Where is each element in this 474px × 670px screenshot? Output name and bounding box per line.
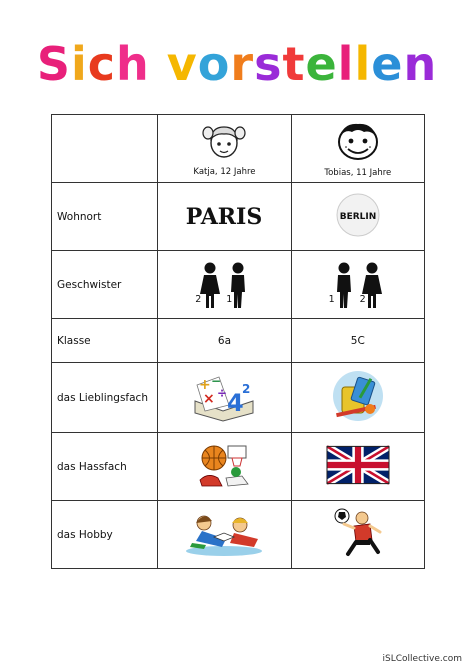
lieblingsfach-person2-cell (291, 363, 424, 433)
person1-caption: Katja, 12 Jahre (193, 166, 256, 177)
table-row-wohnort (52, 183, 425, 251)
row-label-klasse: Klasse (52, 319, 158, 363)
title-svg (0, 36, 474, 92)
row-label-lieblingsfach: das Lieblingsfach (52, 363, 158, 433)
svg-text:×: × (203, 390, 216, 407)
title-letter: o (197, 37, 231, 91)
geschwister-person1-cell (158, 251, 291, 319)
football-player-icon (330, 506, 386, 560)
title-letter: l (354, 37, 372, 91)
row-label-wohnort: Wohnort (52, 183, 158, 251)
person1-header-cell (158, 115, 291, 183)
svg-text:÷: ÷ (217, 385, 228, 400)
title-letter: r (230, 37, 255, 91)
hassfach-person1-cell (158, 433, 291, 501)
math-book-icon (189, 371, 259, 421)
lieblingsfach-person1-cell (158, 363, 291, 433)
footer-watermark: iSLCollective.com (382, 654, 462, 664)
uk-flag-icon (327, 445, 389, 485)
wohnort-person1-cell (158, 183, 291, 251)
svg-text:2: 2 (242, 381, 251, 396)
school-supplies-icon (328, 369, 388, 423)
geschwister-person2-cell (291, 251, 424, 319)
klasse-person1-value: 6a (158, 319, 291, 363)
sibling-count-left: 2 (195, 293, 202, 305)
hobby-person1-cell (158, 501, 291, 569)
title-letter: c (87, 37, 117, 91)
empty-corner-cell (52, 115, 158, 183)
reading-children-icon (182, 509, 266, 557)
siblings-icon (328, 260, 388, 310)
table-row-lieblingsfach (52, 363, 425, 433)
row-label-hobby: das Hobby (52, 501, 158, 569)
page-title (0, 36, 474, 92)
paris-logo-icon (186, 200, 263, 230)
table-row-klasse (52, 319, 425, 363)
title-letter: i (70, 37, 88, 91)
basketball-sports-icon (192, 440, 256, 490)
siblings-icon (194, 260, 254, 310)
sibling-count-right: 1 (226, 293, 233, 305)
row-label-geschwister: Geschwister (52, 251, 158, 319)
hobby-person2-cell (291, 501, 424, 569)
wohnort-person2-cell (291, 183, 424, 251)
title-letter: s (254, 37, 283, 91)
title-letter: e (305, 37, 338, 91)
hassfach-person2-cell (291, 433, 424, 501)
paris-logo-text: PARIS (186, 203, 263, 230)
sibling-count-left: 1 (328, 293, 335, 305)
berlin-logo-icon (333, 192, 383, 238)
berlin-logo-text: BERLIN (339, 211, 377, 222)
klasse-person2-value: 5C (291, 319, 424, 363)
table-row-geschwister (52, 251, 425, 319)
title-text (37, 37, 437, 91)
row-label-hassfach: das Hassfach (52, 433, 158, 501)
title-letter: h (116, 37, 150, 91)
table-row-hassfach (52, 433, 425, 501)
title-letter: e (371, 37, 404, 91)
title-letter: n (403, 37, 438, 91)
svg-text:+: + (199, 376, 212, 393)
title-letter: l (337, 37, 355, 91)
svg-text:−: − (211, 373, 222, 388)
title-letter (150, 37, 167, 91)
svg-text:4: 4 (227, 388, 245, 417)
table-row-header (52, 115, 425, 183)
person2-header-cell (291, 115, 424, 183)
girl-face-icon (202, 121, 246, 161)
boy-face-icon (334, 120, 382, 162)
sibling-count-right: 2 (359, 293, 366, 305)
profile-table (51, 114, 425, 569)
title-letter: v (166, 37, 198, 91)
table-row-hobby (52, 501, 425, 569)
title-letter: t (282, 37, 306, 91)
title-letter: S (36, 37, 71, 91)
person2-caption: Tobias, 11 Jahre (324, 167, 392, 178)
